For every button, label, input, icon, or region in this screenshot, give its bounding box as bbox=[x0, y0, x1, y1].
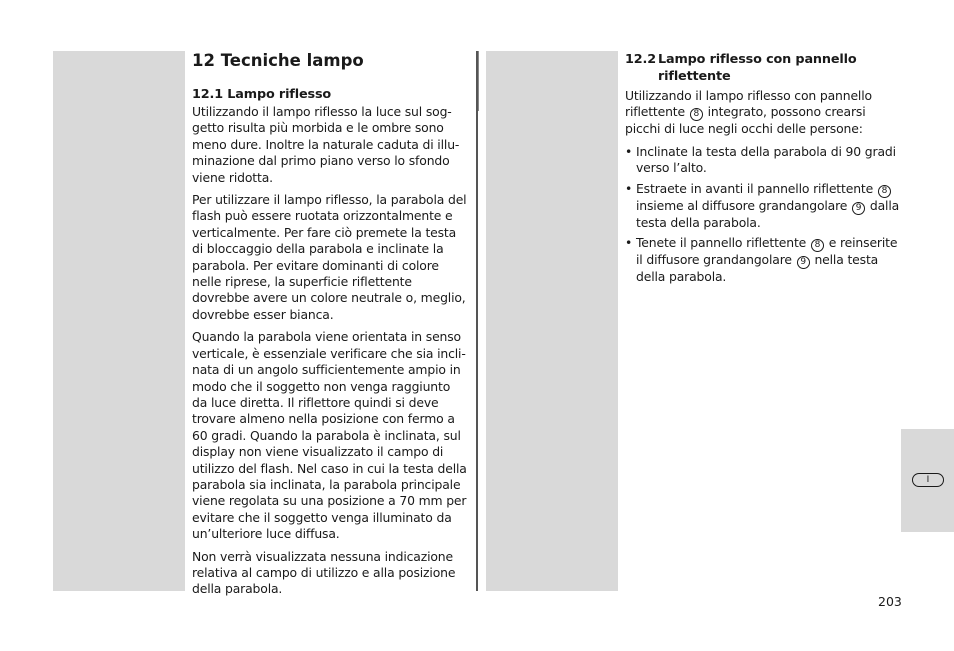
bullet-icon: • bbox=[625, 180, 633, 196]
bullet-icon: • bbox=[625, 235, 633, 251]
section-number: 12.2 bbox=[625, 52, 656, 67]
page-number: 203 bbox=[878, 594, 902, 609]
language-badge: I bbox=[912, 473, 944, 487]
reference-8-circle: 8 bbox=[878, 185, 891, 198]
left-margin-band bbox=[53, 51, 185, 591]
paragraph-2: Per utilizzare il lampo riflesso, la parabola del flash può essere ruotata orizzontalmente e verticalmente. Per fare ciò premete la testa di bloccaggio della parabola e inclinate la parabola. Per evitare dominanti di colore nelle riprese, la superficie riflettente dovrebbe avere un colore neutrale o, meglio, dovrebbe esser bianca. bbox=[192, 192, 467, 322]
list-item: • Tenete il pannello riflettente 8 e reinserite il diffusore grandangolare 9 nella testa della parabola. bbox=[625, 235, 898, 285]
reference-8-circle: 8 bbox=[690, 108, 703, 121]
instruction-list bbox=[625, 144, 901, 286]
reference-8-circle: 8 bbox=[811, 239, 824, 252]
chapter-title: 12 Tecniche lampo bbox=[192, 51, 364, 70]
section-title-line2: riflettente bbox=[658, 69, 731, 84]
column-divider bbox=[476, 51, 478, 591]
middle-margin-band bbox=[486, 51, 618, 591]
intro-paragraph: Utilizzando il lampo riflesso con pannello riflettente 8 integrato, possono crearsi picchi di luce negli occhi delle persone: bbox=[625, 88, 872, 137]
reference-9-circle: 9 bbox=[852, 202, 865, 215]
column-divider-accent bbox=[478, 51, 479, 111]
left-column bbox=[192, 50, 468, 604]
section-title-12-1: 12.1 Lampo riflesso bbox=[192, 87, 332, 102]
section-title-line1: Lampo riflesso con pannello bbox=[658, 52, 857, 67]
list-item: • Estraete in avanti il pannello riflettente 8 insieme al diffusore grandangolare 9 dalla testa della parabola. bbox=[625, 180, 900, 230]
paragraph-3: Quando la parabola viene orientata in senso verticale, è essenziale verificare che sia incli-nata di un angolo sufficientemente ampio in modo che il soggetto non venga raggiunto da luce diretta. Il riflettore quindi si deve trovare almeno nella posizione con fermo a 60 gradi. Quando la parabola è inclinata, sul display non viene visualizzato il campo di utilizzo del flash. Nel caso in cui la testa della parabola sia inclinata, la parabola principale viene regolata su una posizione a 70 mm per evitare che il soggetto venga illuminato da un’ulteriore luce diffusa. bbox=[192, 329, 467, 542]
paragraph-4: Non verrà visualizzata nessuna indicazione relativa al campo di utilizzo e alla posizione della parabola. bbox=[192, 548, 456, 597]
list-item: • Inclinate la testa della parabola di 90 gradi verso l’alto. bbox=[625, 143, 896, 176]
right-column bbox=[625, 51, 901, 289]
reference-9-circle: 9 bbox=[797, 256, 810, 269]
section-title-12-2 bbox=[625, 51, 901, 85]
paragraph-1: Utilizzando il lampo riflesso la luce sul sog-getto risulta più morbida e le ombre sono meno dure. Inoltre la naturale caduta di illu-minazione dal primo piano verso lo sfondo viene ridotta. bbox=[192, 104, 460, 185]
bullet-icon: • bbox=[625, 143, 633, 159]
